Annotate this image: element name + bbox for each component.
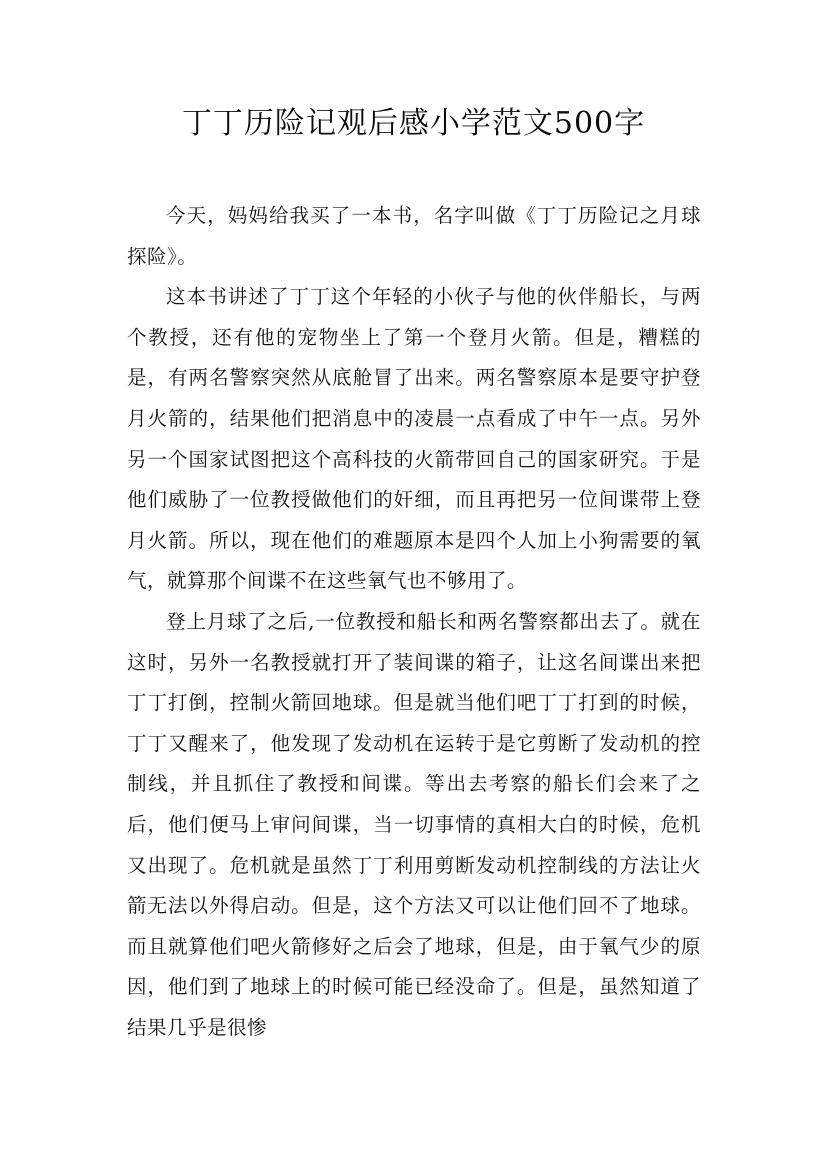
paragraph-3: 登上月球了之后,一位教授和船长和两名警察都出去了。就在这时，另外一名教授就打开了装间谍的箱子，让这名间谍出来把丁丁打倒，控制火箭回地球。但是就当他们吧丁丁打到的时候，丁丁又醒来了，他发现了发动机在运转于是它剪断了发动机的控制线，并且抓住了教授和间谍。等出去考察的船长们会来了之后，他们便马上审问间谍，当一切事情的真相大白的时候，危机又出现了。危机就是虽然丁丁利用剪断发动机控制线的方法让火箭无法以外得启动。但是，这个方法又可以让他们回不了地球。而且就算他们吧火箭修好之后会了地球，但是，由于氧气少的原因，他们到了地球上的时候可能已经没命了。但是，虽然知道了结果几乎是很惨 bbox=[127, 609, 701, 1039]
document-body bbox=[127, 196, 701, 1048]
document-title: 丁丁历险记观后感小学范文500字 bbox=[181, 106, 646, 141]
paragraph-2: 这本书讲述了丁丁这个年轻的小伙子与他的伙伴船长，与两个教授，还有他的宠物坐上了第一个登月火箭。但是，糟糕的是，有两名警察突然从底舱冒了出来。两名警察原本是要守护登月火箭的，结果他们把消息中的凌晨一点看成了中午一点。另外另一个国家试图把这个高科技的火箭带回自己的国家研究。于是他们威胁了一位教授做他们的奸细，而且再把另一位间谍带上登月火箭。所以，现在他们的难题原本是四个人加上小狗需要的氧气，就算那个间谍不在这些氧气也不够用了。 bbox=[127, 285, 701, 593]
paragraph-1: 今天，妈妈给我买了一本书，名字叫做《丁丁历险记之月球探险》。 bbox=[127, 204, 701, 268]
